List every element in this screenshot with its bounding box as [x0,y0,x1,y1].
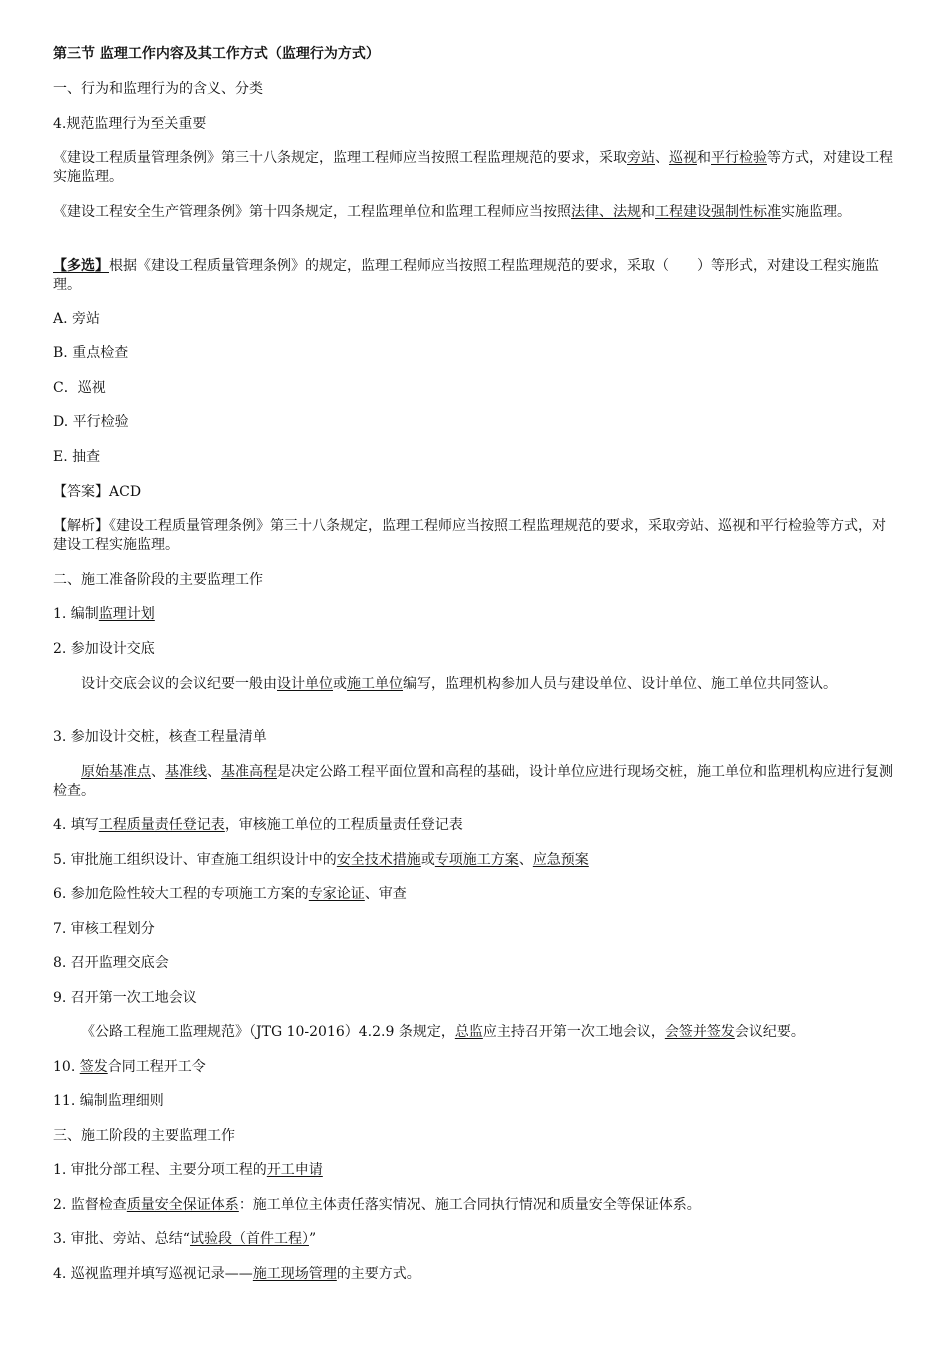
text: 、 [207,764,221,780]
option-b: B. 重点检查 [53,345,129,361]
s3-item-4 [53,1265,897,1284]
paragraph-safety-regulation [53,203,897,222]
s2-item-5 [53,851,897,870]
underlined-term: 试验段（首件工程） [189,1231,309,1247]
underlined-term: 基准线 [165,764,207,780]
text: 根据《建设工程质量管理条例》的规定，监理工程师应当按照工程监理规范的要求，采取（ ）等形式，对建设工程实施监理。 [53,258,879,293]
underlined-term: 专项施工方案 [434,852,519,868]
underlined-term: 工程质量责任登记表 [98,817,225,833]
s2-item-4 [53,816,897,835]
s2-item-3-detail [53,763,897,801]
option-d: D. 平行检验 [53,414,129,430]
underlined-term: 签发 [79,1059,108,1075]
analysis: 【解析】《建设工程质量管理条例》第三十八条规定，监理工程师应当按照工程监理规范的要求，采取旁站、巡视和平行检验等方式，对建设工程实施监理。 [53,518,886,553]
text: ” [308,1231,317,1247]
text: 或 [333,676,347,692]
text: 4. 填写 [53,817,99,833]
text: 和 [641,204,655,220]
underlined-term: 巡视 [669,150,697,166]
s2-item-11: 11. 编制监理细则 [53,1093,164,1109]
option-a: A. 旁站 [53,311,101,327]
underlined-term: 安全技术措施 [336,852,421,868]
text: 、 [151,764,165,780]
text: 或 [420,852,435,868]
s3-item-1 [53,1161,897,1180]
s2-item-2: 2. 参加设计交底 [53,641,155,657]
text: 是决定公路工程平面位置和高程的基础，设计单位应进行现场交桩，施工单位和监理机构应进行复测检查。 [53,764,893,799]
text: 编写，监理机构参加人员与建设单位、设计单位、施工单位共同签认。 [403,676,837,692]
text: ：施工单位主体责任落实情况、施工合同执行情况和质量安全等保证体系。 [238,1197,701,1213]
underlined-term: 会签并签发 [664,1024,735,1040]
underlined-term: 质量安全保证体系 [126,1197,239,1213]
text: 《公路工程施工监理规范》（JTG 10-2016）4.2.9 条规定， [81,1024,455,1040]
underlined-term: 专家论证 [308,886,365,902]
text: 合同工程开工令 [107,1059,206,1075]
heading-2: 二、施工准备阶段的主要监理工作 [53,572,263,588]
text: 的主要方式。 [336,1266,421,1282]
heading-1: 一、行为和监理行为的含义、分类 [53,81,263,97]
s3-item-3 [53,1230,897,1249]
underlined-term: 法律、法规 [571,204,641,220]
underlined-term: 基准高程 [221,764,277,780]
underlined-term: 旁站 [627,150,655,166]
question-stem [53,257,897,295]
text: 1. 编制 [53,606,99,622]
underlined-term: 监理计划 [98,606,155,622]
text: 实施监理。 [781,204,851,220]
underlined-term: 设计单位 [277,676,333,692]
s2-item-6 [53,885,897,904]
text: 4. 巡视监理并填写巡视记录—— [53,1266,253,1282]
answer: 【答案】ACD [53,484,142,500]
underlined-term: 平行检验 [711,150,767,166]
text: 和 [697,150,711,166]
text: 、 [518,852,533,868]
text: 应主持召开第一次工地会议， [482,1024,665,1040]
text: 会议纪要。 [734,1024,805,1040]
text: 10. [53,1059,80,1075]
s2-item-1 [53,605,897,624]
underlined-term: 开工申请 [266,1162,323,1178]
text: 5. 审批施工组织设计、审查施工组织设计中的 [53,852,337,868]
s2-item-9: 9. 召开第一次工地会议 [53,990,197,1006]
s2-item-8: 8. 召开监理交底会 [53,955,169,971]
section-title: 第三节 监理工作内容及其工作方式（监理行为方式） [53,46,380,62]
s2-item-2-detail [53,675,897,694]
s2-item-10 [53,1058,897,1077]
s3-item-2 [53,1196,897,1215]
underlined-term: 施工现场管理 [252,1266,337,1282]
text: 1. 审批分部工程、主要分项工程的 [53,1162,267,1178]
paragraph-quality-regulation [53,149,897,187]
s2-item-3: 3. 参加设计交桩，核查工程量清单 [53,729,267,745]
text: 等方式，对建设工程实施监理。 [53,150,893,185]
text: 《建设工程质量管理条例》第三十八条规定，监理工程师应当按照工程监理规范的要求，采取 [53,150,627,166]
text: 2. 监督检查 [53,1197,127,1213]
text: 6. 参加危险性较大工程的专项施工方案的 [53,886,309,902]
underlined-term: 工程建设强制性标准 [655,204,781,220]
text: 、 [655,150,669,166]
item-4: 4.规范监理行为至关重要 [53,116,207,132]
option-c: C．巡视 [53,380,106,396]
text: 《建设工程安全生产管理条例》第十四条规定，工程监理单位和监理工程师应当按照 [53,204,571,220]
text: ，审核施工单位的工程质量责任登记表 [224,817,463,833]
underlined-term: 应急预案 [532,852,589,868]
text: 设计交底会议的会议纪要一般由 [81,676,277,692]
option-e: E. 抽查 [53,449,101,465]
underlined-term: 施工单位 [347,676,403,692]
underlined-term: 总监 [454,1024,483,1040]
s2-item-9-detail [53,1023,897,1042]
text: 、审查 [364,886,407,902]
question-tag: 【多选】 [53,258,109,274]
s2-item-7: 7. 审核工程划分 [53,921,155,937]
text: 3. 审批、旁站、总结“ [53,1231,190,1247]
heading-3: 三、施工阶段的主要监理工作 [53,1128,235,1144]
underlined-term: 原始基准点 [81,764,151,780]
